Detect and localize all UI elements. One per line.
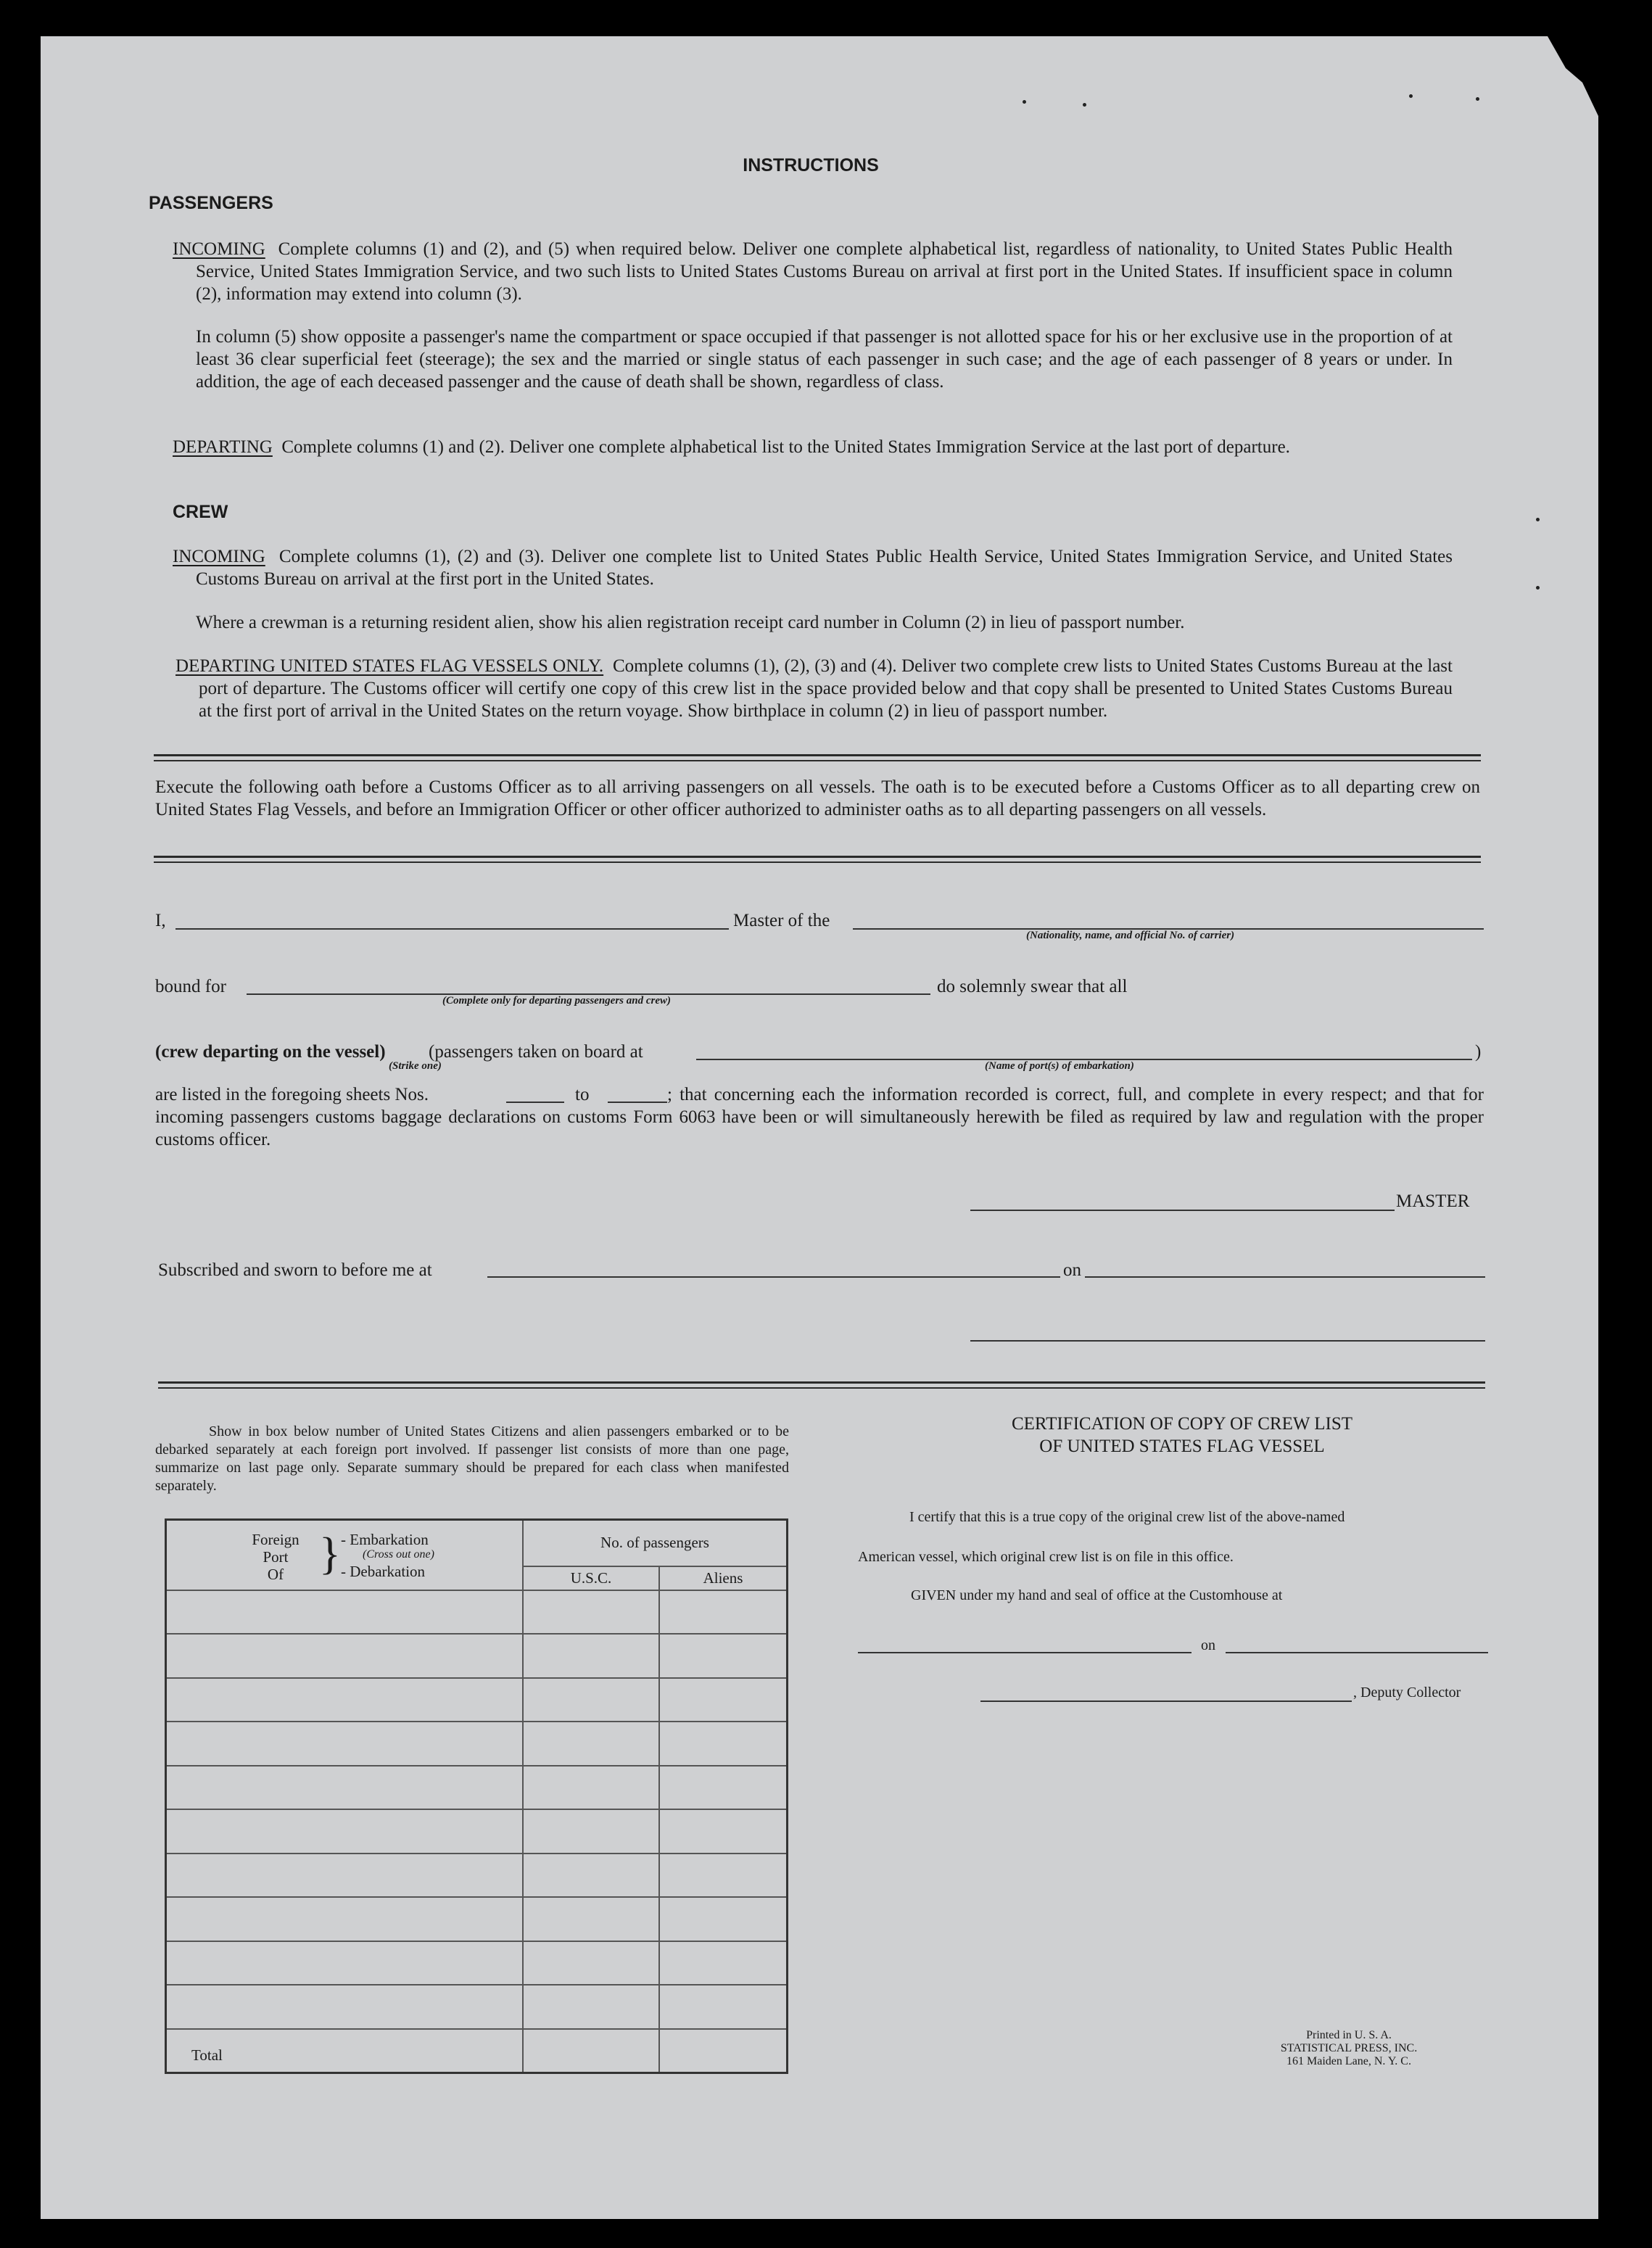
master-signature-field[interactable] <box>970 1210 1395 1211</box>
departing-us-flag-label: DEPARTING UNITED STATES FLAG VESSELS ONLY. <box>175 656 604 676</box>
incoming-label: INCOMING <box>173 239 265 259</box>
speck <box>1476 97 1479 101</box>
oath-i-label: I, <box>155 911 166 930</box>
passengers-incoming-text: Complete columns (1) and (2), and (5) when required below. Deliver one complete alphabetical list, regardless of nationality, to United States Public Health Service, United States Immigration Service, and two such lists to United States Customs Bureau on arrival at first port in the United States. If insufficient space in column (2), information may extend into column (3). <box>196 239 1453 304</box>
speck <box>1023 100 1026 104</box>
aliens-cell[interactable] <box>659 1985 788 2029</box>
aliens-cell[interactable] <box>659 1722 788 1766</box>
printer-line3: 161 Maiden Lane, N. Y. C. <box>1287 2055 1411 2067</box>
usc-cell[interactable] <box>523 1678 659 1722</box>
carrier-caption: (Nationality, name, and official No. of carrier) <box>1026 930 1235 941</box>
divider-double <box>154 754 1481 761</box>
port-cell[interactable] <box>166 1590 524 1635</box>
embarkation-option[interactable]: - Embarkation <box>341 1531 429 1549</box>
listed-text-2: ; that concerning each the information recorded is correct, full, and complete in every respect; and that for incoming passengers customs baggage declarations on customs Form 6063 have been or will simultaneously herewith be filed as required by law and regulation with the proper customs officer. <box>155 1085 1484 1149</box>
crew-heading: CREW <box>173 502 228 522</box>
usc-cell[interactable] <box>523 1985 659 2029</box>
aliens-cell[interactable] <box>659 1941 788 1985</box>
port-cell[interactable] <box>166 1897 524 1941</box>
foreign-label: Foreign <box>252 1531 300 1549</box>
usc-header: U.S.C. <box>523 1566 659 1590</box>
sworn-place-field[interactable] <box>487 1276 1060 1278</box>
certification-title-line2: OF UNITED STATES FLAG VESSEL <box>1039 1437 1325 1456</box>
aliens-header: Aliens <box>659 1566 788 1590</box>
of-label: Of <box>267 1566 284 1584</box>
aliens-cell[interactable] <box>659 1809 788 1854</box>
aliens-cell[interactable] <box>659 1590 788 1635</box>
swear-label: do solemnly swear that all <box>937 977 1128 996</box>
certify-text-2: American vessel, which original crew list is on file in this office. <box>858 1549 1234 1565</box>
cross-out-caption: (Cross out one) <box>363 1548 434 1561</box>
sworn-date-field[interactable] <box>1085 1276 1485 1278</box>
aliens-cell[interactable] <box>659 1634 788 1678</box>
aliens-cell[interactable] <box>659 1897 788 1941</box>
speck <box>1536 586 1540 590</box>
port-cell[interactable] <box>166 1722 524 1766</box>
printer-imprint <box>1262 2029 1436 2068</box>
foreign-port-of-label <box>239 1531 312 1583</box>
aliens-total-cell[interactable] <box>659 2029 788 2073</box>
passengers-departing-text: Complete columns (1) and (2). Deliver one complete alphabetical list to the United States Immigration Service at the last port of departure. <box>281 437 1290 457</box>
no-of-passengers-header: No. of passengers <box>523 1520 788 1566</box>
port-cell[interactable] <box>166 1634 524 1678</box>
usc-cell[interactable] <box>523 1722 659 1766</box>
port-header-cell <box>166 1520 524 1590</box>
crew-departing-label: (crew departing on the vessel) <box>155 1042 386 1062</box>
debarkation-option[interactable]: - Debarkation <box>341 1563 426 1581</box>
officer-signature-field[interactable] <box>970 1340 1485 1342</box>
bound-caption: (Complete only for departing passengers and crew) <box>442 995 671 1007</box>
certify-text-1: I certify that this is a true copy of the original crew list of the above-named <box>909 1509 1345 1525</box>
divider-double <box>154 856 1481 863</box>
speck <box>1409 94 1413 98</box>
passengers-taken-label: (passengers taken on board at <box>429 1042 643 1062</box>
port-cell[interactable] <box>166 1766 524 1810</box>
brace-icon: } <box>319 1529 341 1579</box>
certification-title-line1: CERTIFICATION OF COPY OF CREW LIST <box>1011 1414 1353 1434</box>
deputy-collector-label: , Deputy Collector <box>1353 1685 1461 1701</box>
port-label: Port <box>263 1548 289 1566</box>
passenger-summary-table <box>165 1518 788 2074</box>
crew-departing-text: Complete columns (1), (2), (3) and (4). Deliver two complete crew lists to United States Customs Bureau at the last port of departure. The Customs officer will certify one copy of this crew list in the space provided below and that copy shall be presented to United States Customs Bureau at the first port of arrival in the United States on the return voyage. Show birthplace in column (2) in lieu of passport number. <box>199 656 1453 721</box>
divider-double <box>158 1381 1485 1389</box>
crew-incoming-label: INCOMING <box>173 547 265 566</box>
crewman-text: Where a crewman is a returning resident alien, show his alien registration receipt card number in Column (2) in lieu of passport number. <box>196 613 1185 632</box>
deputy-signature-field[interactable] <box>980 1701 1352 1702</box>
strike-caption: (Strike one) <box>389 1060 442 1072</box>
aliens-cell[interactable] <box>659 1678 788 1722</box>
cert-date-field[interactable] <box>1226 1652 1488 1653</box>
printer-line1: Printed in U. S. A. <box>1306 2029 1392 2041</box>
crew-incoming-text: Complete columns (1), (2) and (3). Deliver one complete list to United States Public Health Service, United States Immigration Service, and United States Customs Bureau on arrival at the first port in the United States. <box>196 547 1453 589</box>
listed-text-1: are listed in the foregoing sheets Nos. <box>155 1085 429 1104</box>
sworn-on-label: on <box>1063 1260 1081 1280</box>
passengers-heading: PASSENGERS <box>149 193 273 213</box>
departing-label: DEPARTING <box>173 437 273 457</box>
usc-total-cell[interactable] <box>523 2029 659 2073</box>
to-label: to <box>575 1085 590 1104</box>
column5-text: In column (5) show opposite a passenger's name the compartment or space occupied if that passenger is not allotted space for his or her exclusive use in the proportion of at least 36 clear superficial feet (steerage); the sex and the married or single status of each passenger in such case; and the age of each passenger of 8 years or under. In addition, the age of each deceased passenger and the cause of death shall be shown, regardless of class. <box>196 327 1453 392</box>
usc-cell[interactable] <box>523 1809 659 1854</box>
cert-on-label: on <box>1201 1637 1215 1653</box>
usc-cell[interactable] <box>523 1590 659 1635</box>
customhouse-field[interactable] <box>858 1652 1191 1653</box>
master-label: MASTER <box>1396 1191 1470 1211</box>
port-cell[interactable] <box>166 1854 524 1898</box>
close-paren: ) <box>1475 1042 1482 1062</box>
port-cell[interactable] <box>166 1678 524 1722</box>
given-text: GIVEN under my hand and seal of office at the Customhouse at <box>911 1587 1283 1603</box>
summary-instruction-text: Show in box below number of United States Citizens and alien passengers embarked or to be debarked separately at each foreign port involved. If passenger list consists of more than one page, summarize on last page only. Separate summary should be prepared for each class when manifested separately. <box>155 1423 789 1494</box>
port-cell[interactable] <box>166 1941 524 1985</box>
usc-cell[interactable] <box>523 1897 659 1941</box>
subscribed-label: Subscribed and sworn to before me at <box>158 1260 432 1280</box>
usc-cell[interactable] <box>523 1634 659 1678</box>
port-caption: (Name of port(s) of embarkation) <box>985 1060 1134 1072</box>
port-cell[interactable] <box>166 1985 524 2029</box>
instructions-title: INSTRUCTIONS <box>743 155 879 175</box>
usc-cell[interactable] <box>523 1766 659 1810</box>
total-label: Total <box>191 2046 223 2064</box>
passengers-incoming-paragraph <box>173 238 1453 305</box>
aliens-cell[interactable] <box>659 1766 788 1810</box>
port-cell[interactable] <box>166 1809 524 1854</box>
oath-instruction-text: Execute the following oath before a Customs Officer as to all arriving passengers on all vessels. The oath is to be executed before a Customs Officer as to all departing crew on United States Flag Vessels, and before an Immigration Officer or other officer authorized to administer oaths as to all departing passengers on all vessels. <box>155 777 1480 819</box>
aliens-cell[interactable] <box>659 1854 788 1898</box>
usc-cell[interactable] <box>523 1941 659 1985</box>
crew-departing-paragraph <box>175 655 1453 722</box>
bound-for-label: bound for <box>155 977 226 996</box>
speck <box>1536 518 1540 521</box>
printer-line2: STATISTICAL PRESS, INC. <box>1280 2042 1418 2054</box>
speck <box>1083 103 1086 107</box>
master-of-label: Master of the <box>733 911 830 930</box>
crew-incoming-paragraph <box>173 545 1453 590</box>
total-cell <box>166 2029 524 2073</box>
passengers-departing-paragraph <box>173 436 1453 458</box>
usc-cell[interactable] <box>523 1854 659 1898</box>
master-name-field[interactable] <box>175 928 729 930</box>
